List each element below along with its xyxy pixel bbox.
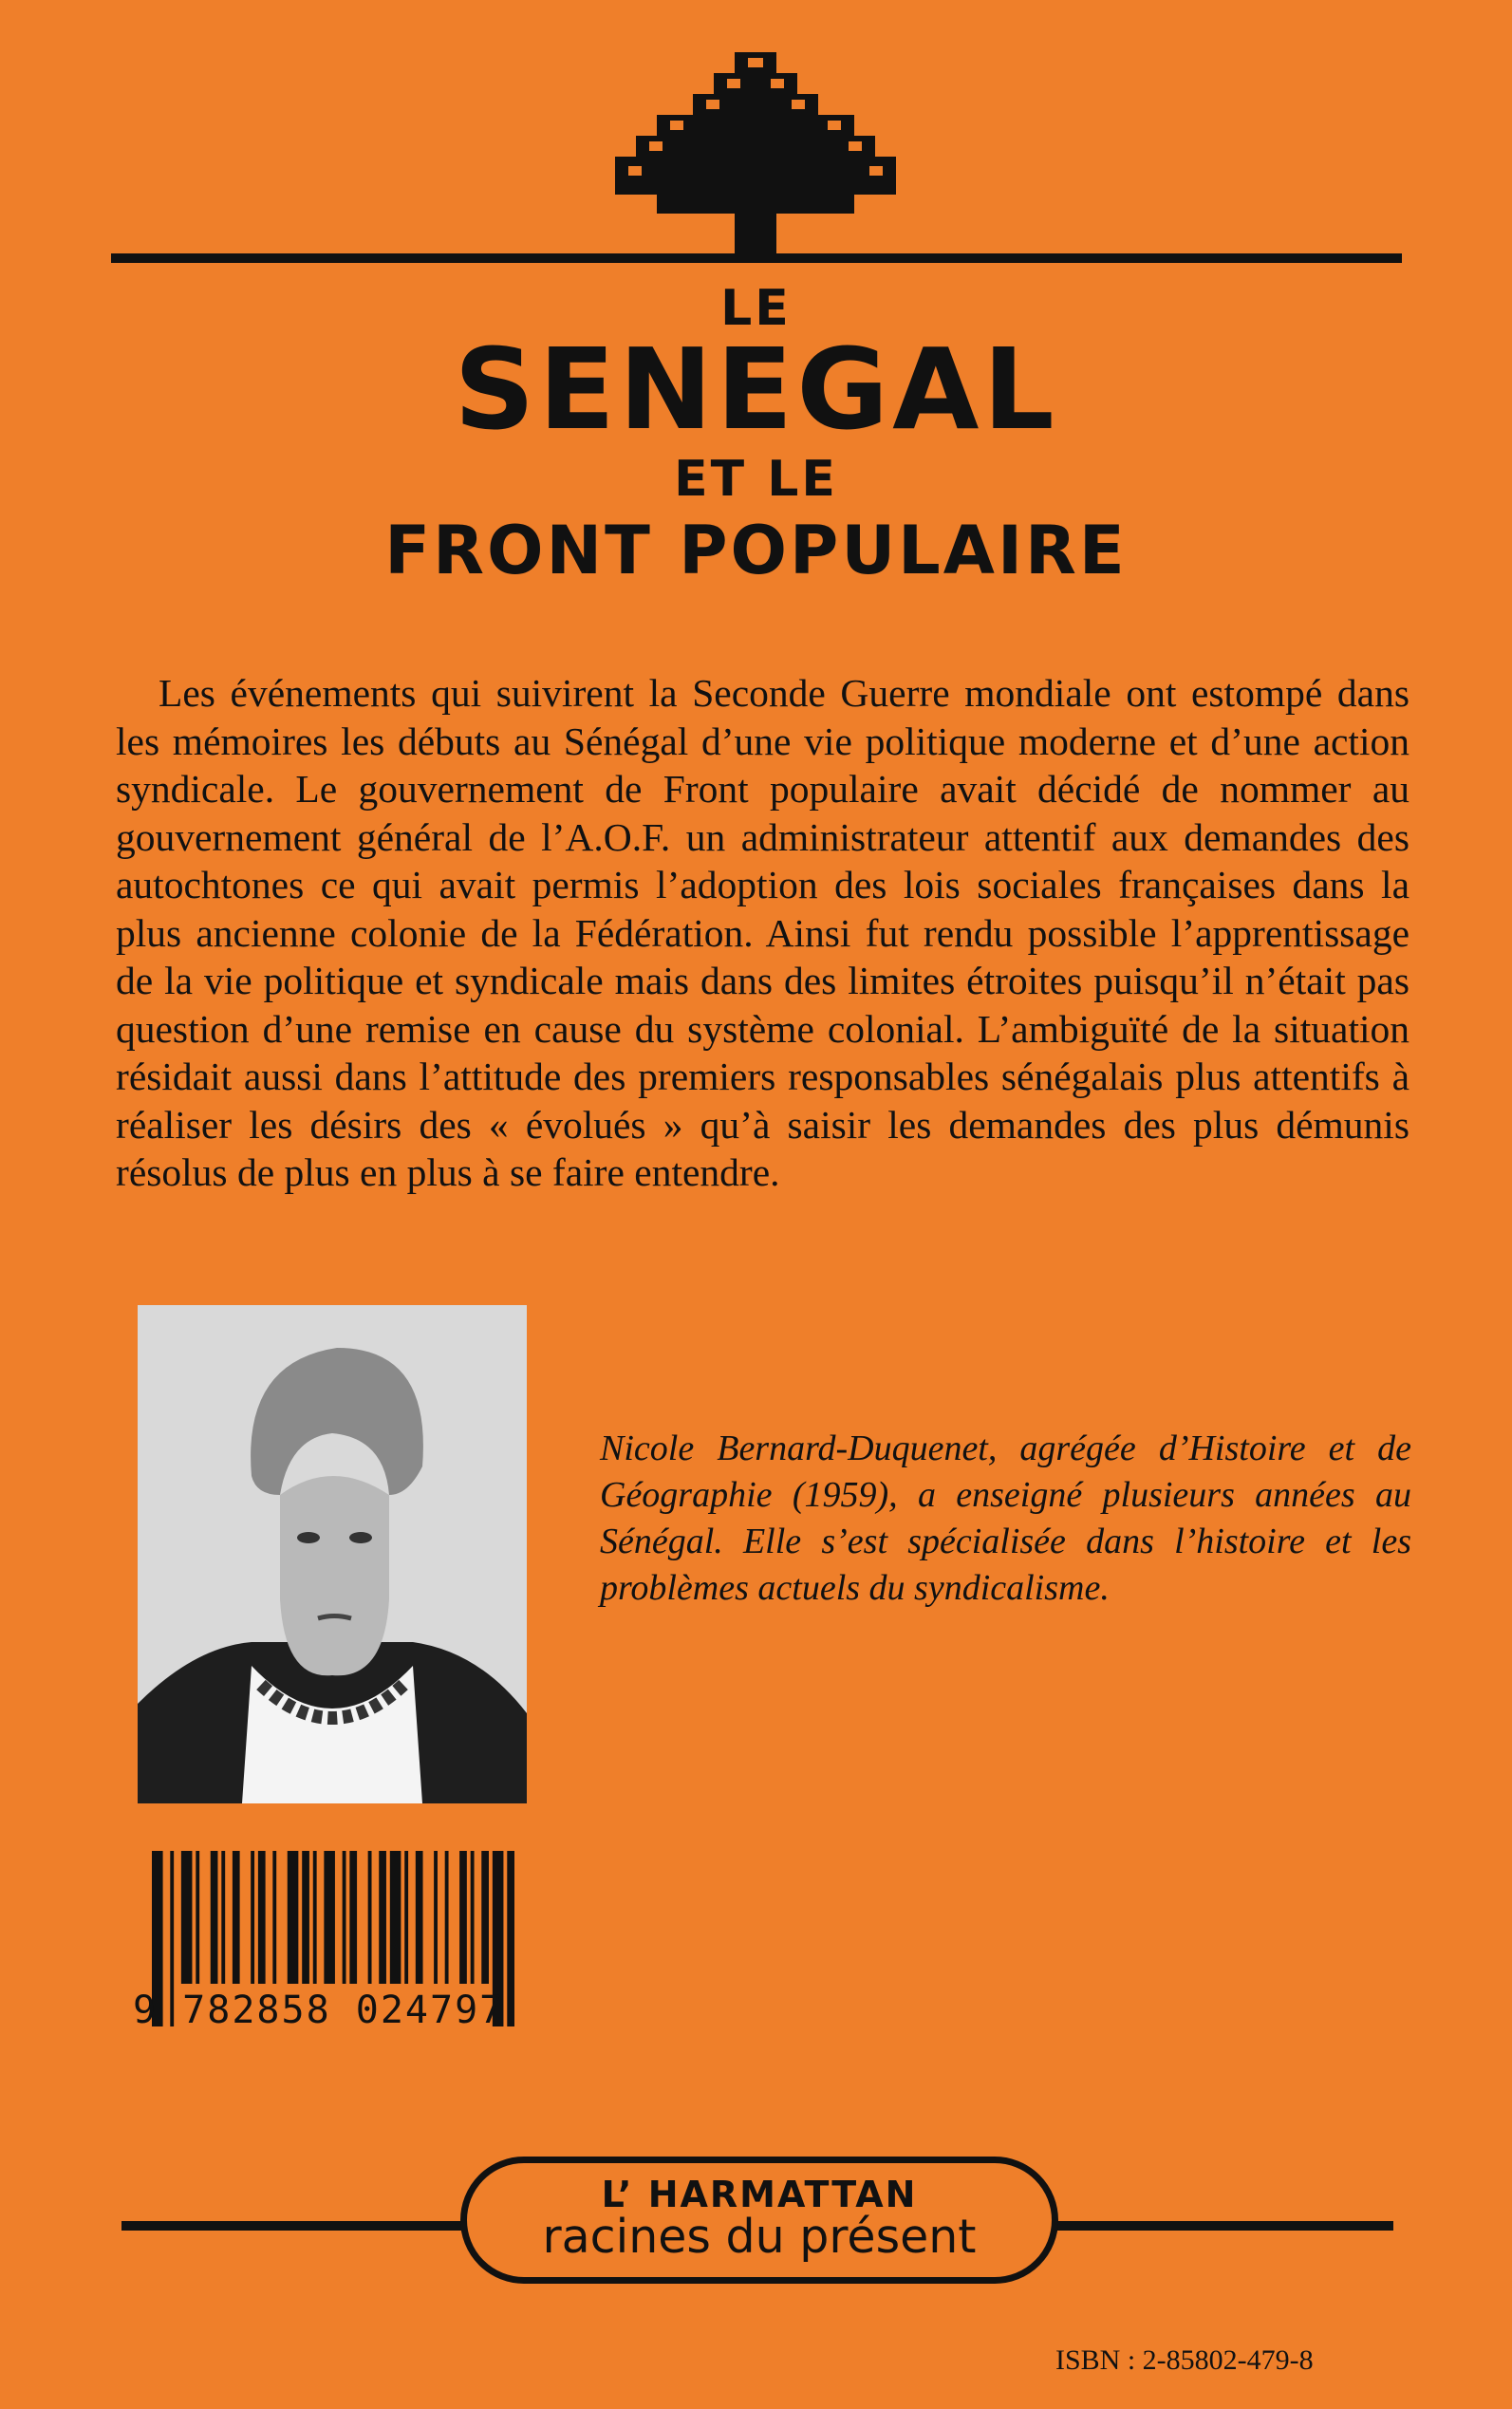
synopsis-text: Les événements qui suivirent la Seconde Guerre mondiale ont estompé dans les mémoires les débuts au Sénégal d’une vie politique moderne et d’une action syndicale. Le gouvernement de Front populaire avait décidé de nommer au gouvernement général de l’A.O.F. un administrateur attentif aux demandes des autochtones ce qui avait permis l’adoption des lois sociales françaises dans la plus ancienne colonie de la Fédération. Ainsi fut rendu possible l’apprentissage de la vie politique et syndicale mais dans des limites étroites puisqu’il n’était pas question d’une remise en cause du système colonial. L’ambiguïté de la situation résidait aussi dans l’attitude des premiers responsables sénégalais plus attentifs à réaliser les désirs des « évolués » qu’à saisir les demandes des plus démunis résolus de plus en plus à se faire entendre.: [116, 671, 1409, 1194]
isbn-label: ISBN : 2-85802-479-8: [1055, 2344, 1314, 2376]
barcode-bar: [445, 1851, 449, 1984]
barcode-digits: 9 782858 024797: [133, 1989, 505, 2032]
pixel-tree-icon: [615, 52, 896, 256]
barcode-bar: [343, 1851, 346, 1984]
publisher-name: L’ HARMATTAN: [601, 2174, 918, 2215]
barcode-bar: [379, 1851, 386, 1984]
barcode-bar: [416, 1851, 423, 1984]
barcode-bar: [434, 1851, 438, 1984]
barcode-bar: [324, 1851, 335, 1984]
title-line-le: LE: [720, 280, 792, 337]
barcode-bar: [390, 1851, 401, 1984]
barcode-bar: [272, 1851, 276, 1984]
title-line-front-populaire: FRONT POPULAIRE: [384, 512, 1128, 589]
author-portrait-icon: [138, 1305, 527, 1803]
author-photo: [138, 1305, 527, 1803]
barcode-bar: [313, 1851, 317, 1984]
barcode-bar: [349, 1851, 357, 1984]
barcode-bar: [221, 1851, 225, 1984]
title-line-senegal: SENEGAL: [454, 324, 1058, 455]
barcode-bar: [481, 1851, 489, 1984]
top-divider: [111, 253, 1402, 263]
barcode-bar: [211, 1851, 218, 1984]
collection-name: racines du présent: [542, 2210, 977, 2264]
title-line-et-le: ET LE: [674, 451, 838, 508]
author-bio: Nicole Bernard-Duquenet, agrégée d’Histoire et de Géographie (1959), a enseigné plusieurs années au Sénégal. Elle s’est spécialisée dans l’histoire et les problèmes actuels du syndicalisme.: [600, 1429, 1411, 1608]
barcode-bar: [181, 1851, 193, 1984]
barcode-bar: [471, 1851, 475, 1984]
barcode-bar: [196, 1851, 199, 1984]
barcode-bar: [368, 1851, 372, 1984]
barcode-bar: [258, 1851, 266, 1984]
barcode-bar: [251, 1851, 254, 1984]
barcode-bar: [233, 1851, 240, 1984]
barcode-bar: [302, 1851, 309, 1984]
barcode-bar: [404, 1851, 408, 1984]
barcode-bar: [459, 1851, 467, 1984]
barcode-bar: [288, 1851, 299, 1984]
